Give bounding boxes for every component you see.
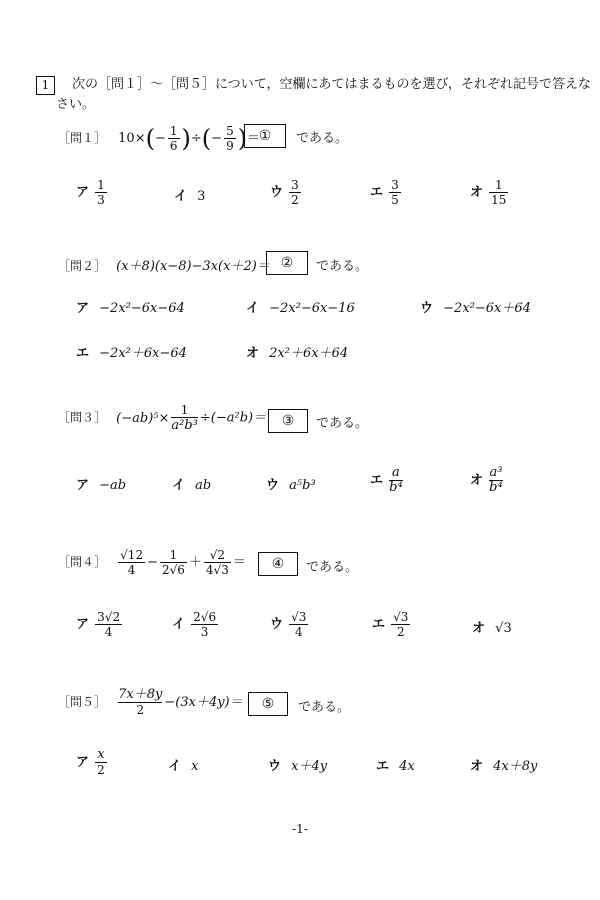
- q5-choice-a: ア $\frac{x}{2}$: [76, 747, 105, 777]
- page-number: -1-: [292, 822, 308, 836]
- question-label: ［問１］: [58, 131, 107, 145]
- question-2: ［問２］ (x＋8)(x−8)−3x(x＋2)＝: [58, 259, 270, 274]
- q2-choice-d: エ −2x²＋6x−64: [76, 346, 187, 361]
- question-3: ［問３］ (−ab)⁵× $\frac{1}{\text{a²b³}} \div(-a^2b)=$: [58, 403, 267, 433]
- problem-intro-line1: 次の［問１］～［問５］について，空欄にあてはまるものを選び，それぞれ記号で答えな: [72, 77, 591, 92]
- q5-choice-d: エ 4x: [376, 759, 415, 774]
- q1-choice-c: ウ $\frac{3}{2}$: [270, 178, 299, 207]
- q3-choice-a: ア −ab: [76, 478, 127, 493]
- q2-choice-a: ア −2x²−6x−64: [76, 301, 185, 316]
- answer-box-4[interactable]: ④: [258, 552, 298, 576]
- question-5: ［問５］ $\frac{7x+8y}{2}$ −(3x＋4y)＝: [58, 687, 243, 717]
- answer-box-3[interactable]: ③: [268, 409, 308, 433]
- q5-choice-c: ウ x＋4y: [268, 759, 328, 774]
- q2-expr: (x＋8)(x−8)−3x(x＋2)＝: [116, 259, 270, 274]
- q1-choice-a: ア $\frac{1}{3}$: [76, 178, 105, 207]
- q4-choice-c: ウ $\frac{√3}{4}$: [270, 610, 307, 639]
- q1-tail: である。: [296, 131, 349, 146]
- q1-expr-a: 10×: [118, 131, 146, 146]
- q3-choice-b: イ ab: [172, 478, 212, 493]
- q4-frac1: $\frac{√12}{4}$: [120, 548, 144, 577]
- answer-box-2[interactable]: ②: [266, 251, 308, 275]
- answer-box-5[interactable]: ⑤: [248, 692, 288, 716]
- q5-choice-b: イ x: [168, 759, 199, 774]
- q3-choice-d: エ $\frac{a}{\text{b⁴}}$: [370, 465, 403, 495]
- question-4: ［問４］ $\frac{√12}{4}$ − $\frac{1}{2√6}$ ＋ $\frac{√2}{4√3}$ ＝: [58, 548, 246, 577]
- q3-tail: である。: [316, 416, 369, 431]
- answer-box-1[interactable]: ①: [244, 124, 286, 148]
- problem-number-box: 1: [36, 76, 55, 95]
- q3-frac: $\frac{1}{\text{a²b³}}$: [171, 403, 198, 433]
- q4-tail: である。: [306, 560, 359, 575]
- problem-intro-line2: さい。: [56, 97, 96, 112]
- q1-frac1: $\frac{1}{6}$: [169, 124, 178, 153]
- q2-choice-b: イ −2x²−6x−16: [246, 301, 355, 316]
- q2-tail: である。: [316, 259, 369, 274]
- q1-frac2: $\frac{5}{9}$: [226, 124, 234, 153]
- q3-choice-c: ウ a⁵b³: [266, 478, 316, 493]
- q1-choice-e: オ $\frac{1}{15}$: [470, 178, 507, 207]
- q4-frac3: $\frac{√2}{4√3}$: [205, 548, 229, 577]
- q5-frac: $\frac{7x+8y}{2}$: [118, 687, 163, 717]
- q5-tail: である。: [298, 700, 351, 715]
- q1-choice-d: エ $\frac{3}{5}$: [370, 178, 399, 207]
- q4-choice-d: エ $\frac{√3}{2}$: [372, 610, 409, 639]
- q4-frac2: $\frac{1}{2√6}$: [161, 548, 185, 577]
- q3-choice-e: オ $\frac{\text{a³}}{\text{b⁴}}$: [470, 465, 503, 495]
- q1-choice-b: イ 3: [174, 189, 206, 204]
- question-1: ［問１］ 10×(− $\frac{1}{6}$ )÷(− $\frac{5}{9}$ )＝: [58, 124, 261, 153]
- q4-choice-e: オ √3: [472, 621, 512, 636]
- q4-choice-a: ア $\frac{3√2}{4}$: [76, 610, 121, 639]
- q2-choice-e: オ 2x²＋6x＋64: [246, 346, 349, 361]
- q5-choice-e: オ 4x＋8y: [470, 759, 538, 774]
- q4-choice-b: イ $\frac{2√6}{3}$: [172, 610, 217, 639]
- q2-choice-c: ウ −2x²−6x＋64: [420, 301, 531, 316]
